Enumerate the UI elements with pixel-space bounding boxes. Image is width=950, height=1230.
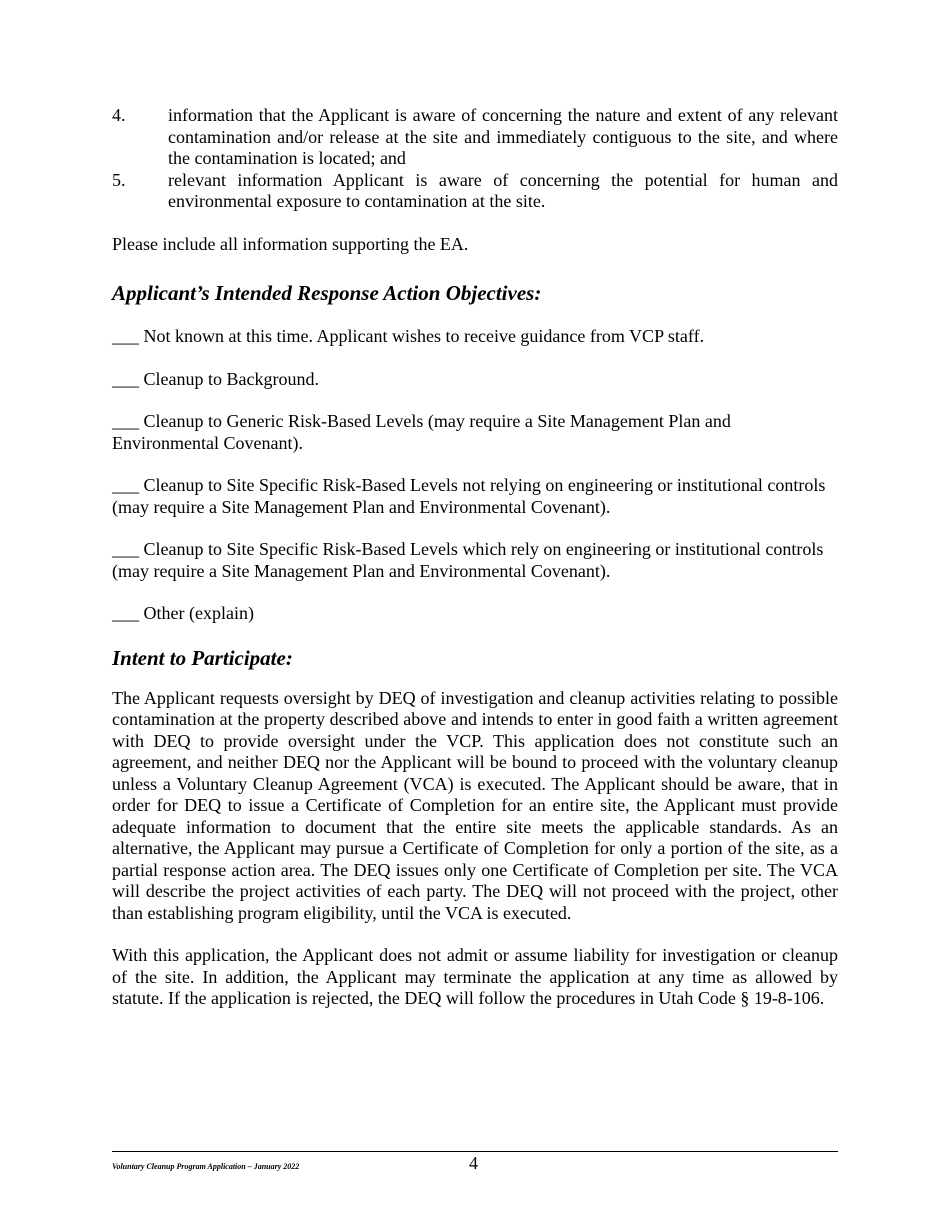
checkbox-blank[interactable]: ___ — [112, 539, 139, 559]
checkbox-blank[interactable]: ___ — [112, 475, 139, 495]
include-note: Please include all information supporting the EA. — [112, 233, 469, 254]
objective-option-site-specific-controls — [112, 539, 838, 582]
list-text: relevant information Applicant is aware of concerning the potential for human and environmental exposure to contamination at the site. — [168, 169, 838, 211]
page-number: 4 — [469, 1153, 478, 1173]
checkbox-blank[interactable]: ___ — [112, 411, 139, 431]
option-text: Other (explain) — [143, 603, 254, 623]
objective-option-generic — [112, 411, 838, 454]
option-text: Cleanup to Site Specific Risk-Based Levels not relying on engineering or institutional controls (may require a Site Management Plan and Environmental Covenant). — [112, 475, 826, 517]
list-item-4 — [112, 105, 838, 170]
list-item-5 — [112, 170, 838, 213]
checkbox-blank[interactable]: ___ — [112, 326, 139, 346]
option-text: Cleanup to Generic Risk-Based Levels (may require a Site Management Plan and Environmental Covenant). — [112, 411, 731, 453]
objectives-heading: Applicant’s Intended Response Action Objectives: — [112, 281, 542, 305]
option-text: Cleanup to Background. — [143, 368, 319, 389]
intent-heading: Intent to Participate: — [112, 645, 293, 670]
footer-doc-title: Voluntary Cleanup Program Application – January 2022 — [112, 1162, 300, 1171]
checkbox-blank[interactable]: ___ — [112, 368, 139, 389]
option-text: Not known at this time. Applicant wishes to receive guidance from VCP staff. — [143, 326, 705, 346]
checkbox-blank[interactable]: ___ — [112, 603, 139, 623]
list-text: information that the Applicant is aware of concerning the nature and extent of any relevant contamination and/or release at the site and immediately contiguous to the site, and where the contamination is located; and — [168, 105, 838, 168]
intent-paragraph-2: With this application, the Applicant does not admit or assume liability for investigation or cleanup of the site. In addition, the Applicant may terminate the application at any time as allowed by statute. If the application is rejected, the DEQ will follow the procedures in Utah Code § 19-8-106. — [112, 945, 838, 1008]
objective-option-not-known — [112, 326, 838, 348]
objective-option-other — [112, 603, 838, 625]
objective-option-site-specific-no-controls — [112, 475, 838, 518]
list-number: 5. — [112, 169, 126, 190]
option-text: Cleanup to Site Specific Risk-Based Levels which rely on engineering or institutional controls (may require a Site Management Plan and Environmental Covenant). — [112, 539, 824, 581]
list-number: 4. — [112, 105, 126, 125]
objective-option-background — [112, 369, 838, 391]
page-content — [112, 105, 838, 1010]
intent-paragraph-1: The Applicant requests oversight by DEQ of investigation and cleanup activities relating to possible contamination at the property described above and intends to enter in good faith a written agreement with DEQ to provide oversight under the VCP. This application does not constitute such an agreement, and neither DEQ nor the Applicant will be bound to proceed with the voluntary cleanup unless a Voluntary Cleanup Agreement (VCA) is executed. The Applicant should be aware, that in order for DEQ to issue a Certificate of Completion for an entire site, the Applicant must provide adequate information to document that the entire site meets the applicable standards. As an alternative, the Applicant may pursue a Certificate of Completion for only a portion of the site, as a partial response action area. The DEQ issues only one Certificate of Completion per site. The VCA will describe the project activities of each party. The DEQ will not proceed with the project, other than establishing program eligibility, until the VCA is executed. — [112, 687, 838, 923]
footer-divider — [112, 1151, 838, 1152]
